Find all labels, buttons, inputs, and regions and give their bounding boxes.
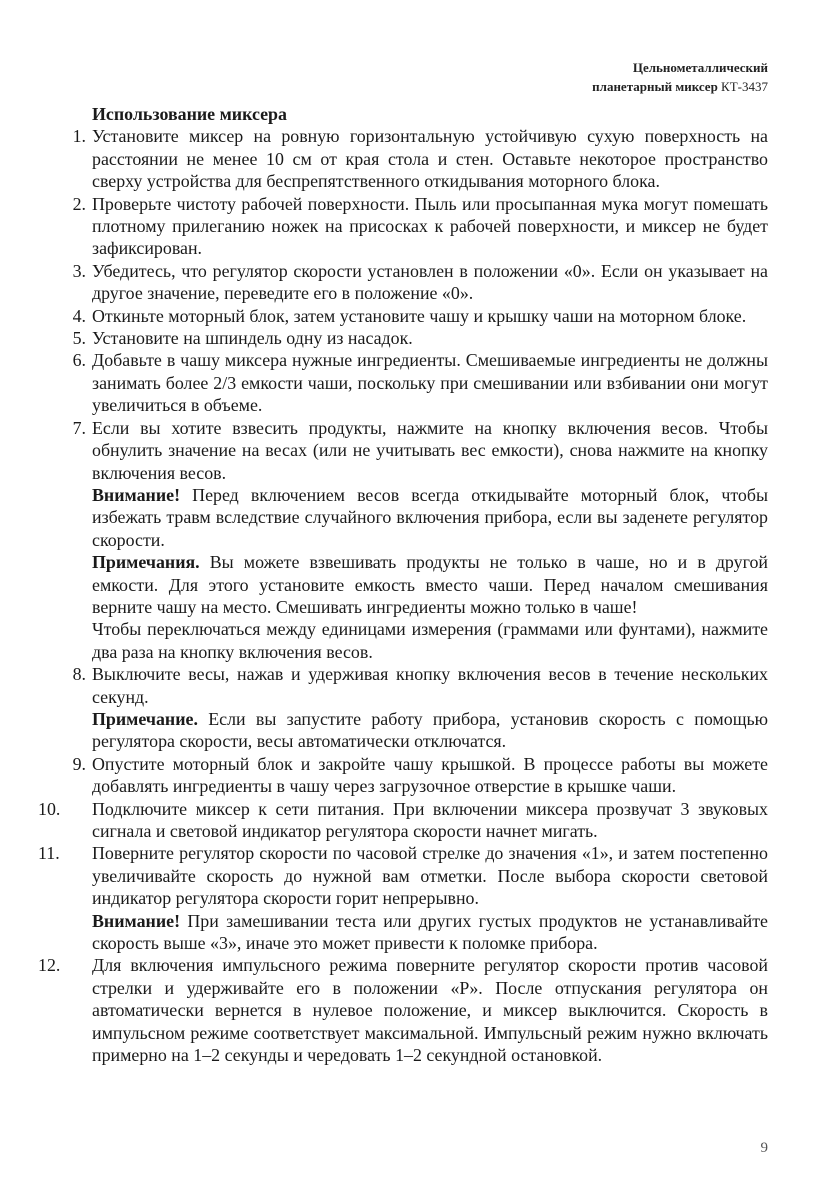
item-text: Убедитесь, что регулятор скорости установлен в положении «0». Если он указывает на другое значение, переведите его в положение «0». bbox=[92, 260, 768, 304]
item-text: Установите миксер на ровную горизонтальную устойчивую сухую поверхность на расстоянии не менее 10 см от края стола и стен. Оставьте некоторое пространство сверху устройства для беспрепятственного откидывания моторного блока. bbox=[92, 126, 768, 192]
note-text: Если вы запустите работу прибора, установив скорость с помощью регулятора скорости, весы автоматически отключатся. bbox=[92, 708, 768, 752]
warning-note bbox=[92, 910, 768, 955]
item-text: Поверните регулятор скорости по часовой стрелке до значения «1», и затем постепенно увеличивайте скорость до нужной вам отметки. После выбора скорости световой индикатор регулятора скорости горит непрерывно. bbox=[92, 843, 768, 909]
remarks-note bbox=[92, 551, 768, 618]
item-text: Установите на шпиндель одну из насадок. bbox=[92, 328, 413, 349]
item-text: Для включения импульсного режима поверните регулятор скорости против часовой стрелки и удерживайте его в положении «P». После отпускания регулятора он автоматически вернется в нулевое положение, и миксер выключится. Скорость в импульсном режиме соответствует максимальной. Импульсный режим нужно включать примерно на 1–2 секунды и чередовать 1–2 секундной остановкой. bbox=[92, 955, 768, 1066]
header-line-2 bbox=[592, 77, 768, 96]
item-number: 9. bbox=[72, 753, 86, 774]
item-text: Проверьте чистоту рабочей поверхности. Пыль или просыпанная мука могут помешать плотному прилеганию ножек на присосках к рабочей поверхности, и миксер не будет зафиксирован. bbox=[92, 193, 768, 259]
item-number: 8. bbox=[72, 664, 86, 685]
units-note: Чтобы переключаться между единицами измерения (граммами или фунтами), нажмите два раза на кнопку включения весов. bbox=[92, 619, 768, 662]
list-item bbox=[38, 305, 768, 327]
steps-list bbox=[38, 125, 768, 1066]
item-number: 2. bbox=[72, 193, 86, 214]
header-line-1: Цельнометаллический bbox=[632, 60, 768, 75]
note-label: Примечания. bbox=[92, 552, 200, 573]
list-item bbox=[38, 260, 768, 305]
list-item bbox=[38, 663, 768, 753]
note-text: Вы можете взвешивать продукты не только в чаше, но и в другой емкости. Для этого установите емкость вместо чаши. Перед началом смешивания верните чашу на место. Смешивать ингредиенты можно только в чаше! bbox=[92, 552, 768, 617]
item-text: Выключите весы, нажав и удерживая кнопку включения весов в течение нескольких секунд. bbox=[92, 664, 768, 707]
note-label: Внимание! bbox=[92, 484, 181, 505]
list-item bbox=[38, 753, 768, 798]
item-number: 5. bbox=[72, 328, 86, 349]
list-item bbox=[38, 193, 768, 260]
section-title: Использование миксера bbox=[92, 104, 287, 124]
note-label: Примечание. bbox=[92, 708, 198, 729]
item-number: 10. bbox=[38, 798, 61, 819]
item-number: 7. bbox=[72, 417, 86, 438]
item-text: Добавьте в чашу миксера нужные ингредиенты. Смешиваемые ингредиенты не должны занимать более 2/3 емкости чаши, поскольку при смешивании или взбивании они могут увеличиться в объеме. bbox=[92, 350, 768, 416]
page-number: 9 bbox=[760, 1140, 768, 1156]
header-product: планетарный миксер bbox=[592, 79, 718, 94]
note-text: При замешивании теста или других густых продуктов не устанавливайте скорость выше «3», иначе это может привести к поломке прибора. bbox=[92, 910, 768, 954]
list-item bbox=[38, 125, 768, 192]
item-number: 11. bbox=[38, 843, 60, 864]
page-header bbox=[592, 58, 768, 96]
list-item bbox=[38, 349, 768, 416]
remark-note bbox=[92, 708, 768, 753]
item-text: Откиньте моторный блок, затем установите чашу и крышку чаши на моторном блоке. bbox=[92, 305, 747, 326]
item-text: Опустите моторный блок и закройте чашу крышкой. В процессе работы вы можете добавлять ингредиенты в чашу через загрузочное отверстие в крышке чаши. bbox=[92, 753, 768, 797]
warning-note bbox=[92, 484, 768, 551]
item-text: Если вы хотите взвесить продукты, нажмите на кнопку включения весов. Чтобы обнулить значение на весах (или не учитывать вес емкости), снова нажмите на кнопку включения весов. bbox=[92, 417, 768, 483]
list-item bbox=[38, 842, 768, 954]
item-number: 1. bbox=[72, 126, 86, 147]
list-item bbox=[38, 417, 768, 663]
item-number: 12. bbox=[38, 955, 61, 976]
list-item bbox=[38, 954, 768, 1066]
item-number: 6. bbox=[72, 350, 86, 371]
list-item bbox=[38, 798, 768, 843]
item-number: 3. bbox=[72, 260, 86, 281]
note-text: Перед включением весов всегда откидывайте моторный блок, чтобы избежать травм вследствие случайного включения прибора, если вы заденете регулятор скорости. bbox=[92, 484, 768, 550]
item-text: Подключите миксер к сети питания. При включении миксера прозвучат 3 звуковых сигнала и световой индикатор регулятора скорости начнет мигать. bbox=[92, 798, 768, 841]
header-model: КТ-3437 bbox=[717, 79, 768, 94]
list-item bbox=[38, 327, 768, 349]
note-label: Внимание! bbox=[92, 910, 181, 931]
instructions bbox=[38, 103, 768, 1066]
item-number: 4. bbox=[72, 305, 86, 326]
